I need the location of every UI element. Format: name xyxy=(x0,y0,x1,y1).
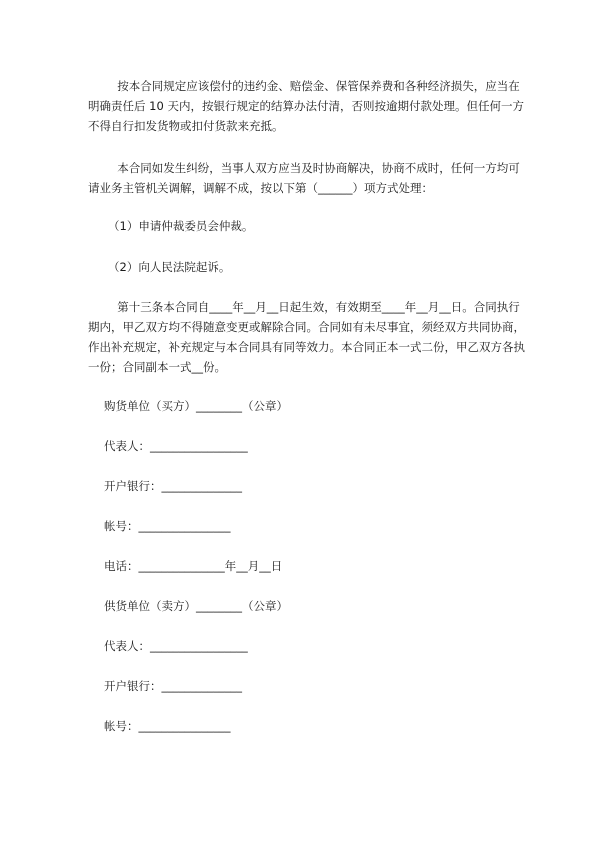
buyer-representative-field: 代表人：_________________ xyxy=(104,439,248,453)
seller-unit-field: 供货单位（卖方）________（公章） xyxy=(104,599,288,613)
buyer-unit-field: 购货单位（买方）________（公章） xyxy=(104,399,288,413)
phone-date-field: 电话：_______________年__月__日 xyxy=(104,559,283,573)
paragraph-dispute-resolution: 本合同如发生纠纷，当事人双方应当及时协商解决，协商不成时，任何一方均可请业务主管机关调解，调解不成，按以下第（______）项方式处理： xyxy=(88,161,520,195)
buyer-bank-field: 开户银行：______________ xyxy=(104,479,242,493)
seller-bank-field: 开户银行：______________ xyxy=(104,679,242,693)
seller-account-field: 帐号：________________ xyxy=(104,719,231,733)
paragraph-article-13: 第十三条本合同自____年__月__日起生效，有效期至____年__月__日。合同执行期内，甲乙双方均不得随意变更或解除合同。合同如有未尽事宜，须经双方共同协商，作出补充规定，补充规定与本合同具有同等效力。本合同正本一式二份，甲乙双方各执一份；合同副本一式__份。 xyxy=(88,300,525,374)
seller-representative-field: 代表人：_________________ xyxy=(104,639,248,653)
option-court: （2）向人民法院起诉。 xyxy=(108,260,231,274)
option-arbitration: （1）申请仲裁委员会仲裁。 xyxy=(108,219,254,233)
paragraph-payment-terms: 按本合同规定应该偿付的违约金、赔偿金、保管保养费和各种经济损失，应当在明确责任后 10 天内，按银行规定的结算办法付清，否则按逾期付款处理。但任何一方不得自行扣发货物或扣付货款来充抵。 xyxy=(88,79,524,133)
buyer-account-field: 帐号：________________ xyxy=(104,519,231,533)
